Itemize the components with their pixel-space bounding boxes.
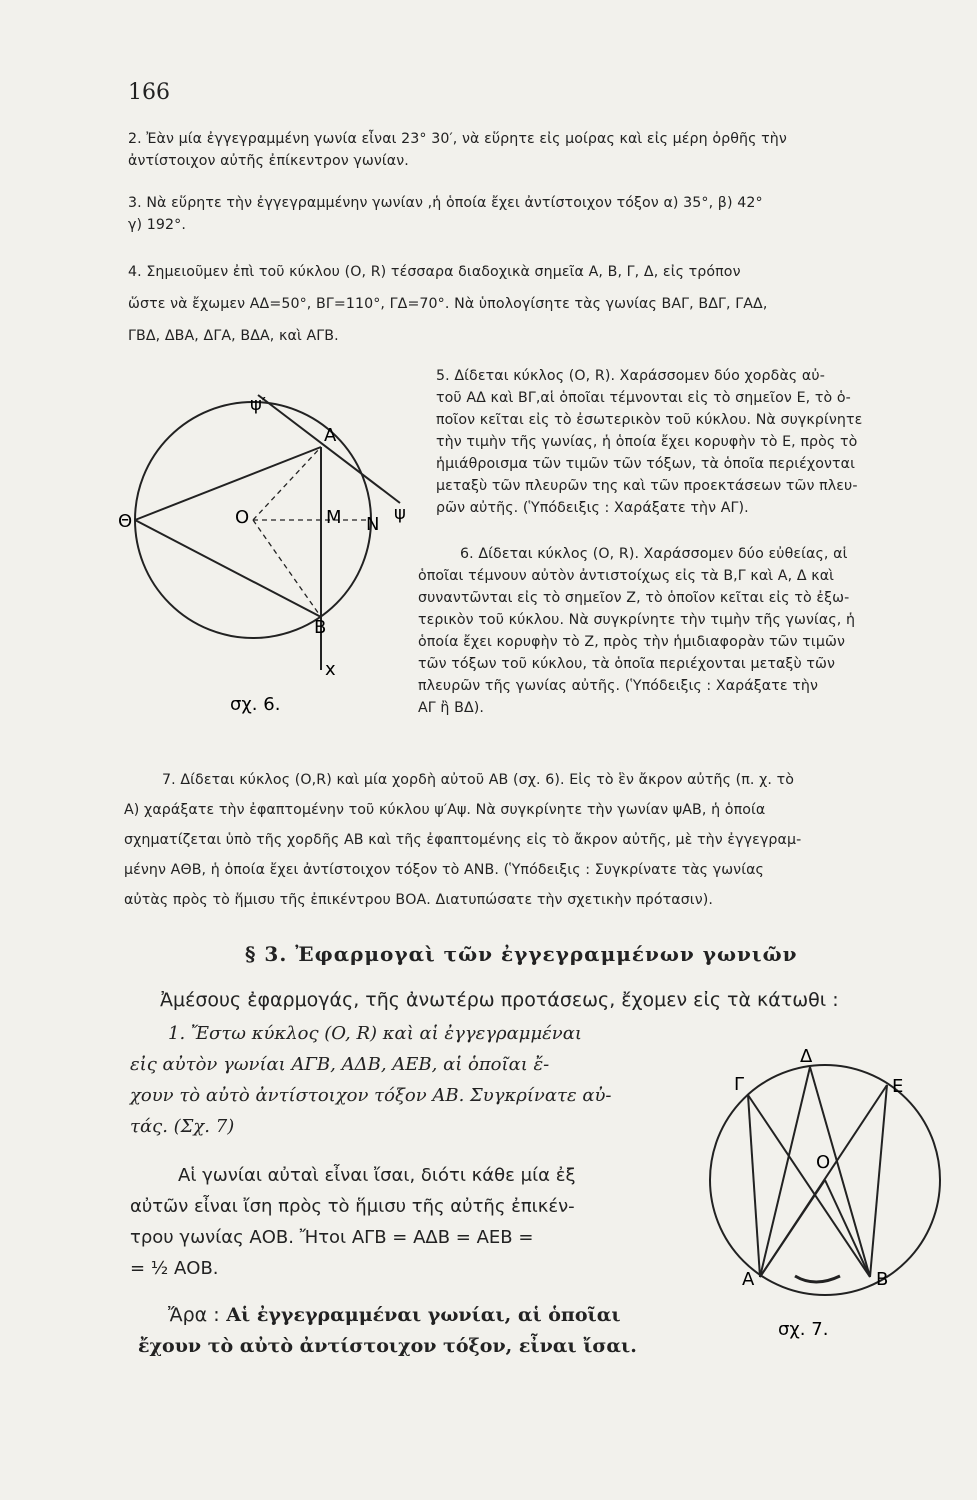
chord-theta-a (135, 447, 321, 520)
label-b: Β (876, 1269, 889, 1290)
line-oa (760, 1180, 825, 1277)
application-1 (130, 1018, 700, 1142)
exercise-4 (128, 256, 958, 352)
text-line: γ) 192°. (128, 217, 186, 233)
text-line: σχηματίζεται ὑπὸ τῆς χορδῆς ΑΒ καὶ τῆς ἐφαπτομένης εἰς τὸ ἄκρον αὐτῆς, μὲ τὴν ἐγγεγραμ- (124, 832, 802, 848)
line-ga (748, 1095, 760, 1277)
text-line: 7. Δίδεται κύκλος (O,R) καὶ μία χορδὴ αὐτοῦ ΑΒ (σχ. 6). Εἰς τὸ ἓν ἄκρον αὐτῆς (π. χ. τὸ (162, 772, 795, 788)
text-line: ἀντίστοιχον αὐτῆς ἐπίκεντρον γωνίαν. (128, 153, 409, 169)
label-o: O (235, 507, 250, 528)
radius-ob (253, 520, 321, 617)
page-number: 166 (128, 80, 170, 105)
explanation (130, 1160, 690, 1284)
label-y-prime: ψ′ (250, 394, 266, 415)
text-line: ὁποία ἔχει κορυφὴν τὸ Ζ, πρὸς τὴν ἡμιδιαφορὰν τῶν τιμῶν (418, 634, 845, 650)
line-eb (870, 1085, 887, 1277)
label-theta: Θ (118, 511, 133, 532)
conclusion (138, 1300, 698, 1362)
exercise-2 (128, 128, 958, 172)
text-line: 6. Δίδεται κύκλος (O, R). Χαράσσομεν δύο εὐθείας, αἱ (460, 546, 848, 562)
text-line: αὐτὰς πρὸς τὸ ἥμισυ τῆς ἐπικέντρου ΒΟΑ. Διατυπώσατε τὴν σχετικὴν πρότασιν). (124, 892, 713, 908)
label-x: x (325, 659, 336, 680)
line-ob (825, 1180, 870, 1277)
text-line: μεταξὺ τῶν πλευρῶν της καὶ τῶν προεκτάσεων τῶν πλευ- (436, 478, 858, 494)
label-gamma: Γ (734, 1074, 745, 1095)
label-y: ψ (394, 503, 406, 524)
figure-7-caption: σχ. 7. (778, 1319, 829, 1340)
text-line: Α) χαράξατε τὴν ἐφαπτομένην τοῦ κύκλου ψ′Αψ. Νὰ συγκρίνητε τὴν γωνίαν ψΑΒ, ἡ ὁποία (124, 802, 766, 818)
exercise-3 (128, 192, 958, 236)
intro-line (160, 985, 839, 1016)
text-line: 4. Σημειοῦμεν ἐπὶ τοῦ κύκλου (O, R) τέσσαρα διαδοχικὰ σημεῖα Α, Β, Γ, Δ, εἰς τρόπον (128, 264, 741, 280)
text-line: ΓΒΔ, ΔΒΑ, ΔΓΑ, ΒΔΑ, καὶ ΑΓΒ. (128, 328, 339, 344)
text-line: 2. Ἐὰν μία ἐγγεγραμμένη γωνία εἶναι 23° 30′, νὰ εὕρητε εἰς μοίρας καὶ εἰς μέρη ὀρθῆς τὴν (128, 131, 787, 147)
text-line: ὁποῖαι τέμνουν αὐτὸν ἀντιστοίχως εἰς τὰ Β,Γ καὶ Α, Δ καὶ (418, 568, 835, 584)
label-b: Β (314, 617, 327, 638)
text-line: Ἀμέσους ἐφαρμογάς, τῆς ἀνωτέρω προτάσεως, ἔχομεν εἰς τὰ κάτωθι : (160, 989, 839, 1011)
text-line: αὐτῶν εἶναι ἴση πρὸς τὸ ἥμισυ τῆς αὐτῆς ἐπικέν- (130, 1196, 575, 1217)
label-delta: Δ (800, 1046, 813, 1067)
text-line: τῶν τόξων τοῦ κύκλου, τὰ ὁποῖα περιέχονται μεταξὺ τῶν (418, 656, 836, 672)
section-heading: § 3. Ἐφαρμογαὶ τῶν ἐγγεγραμμένων γωνιῶν (245, 942, 798, 966)
conclusion-line: ἔχουν τὸ αὐτὸ ἀντίστοιχον τόξον, εἶναι ἴσαι. (138, 1335, 637, 1357)
label-m: M (326, 507, 342, 528)
text-line: = ½ ΑΟΒ. (130, 1258, 219, 1279)
text-line: 5. Δίδεται κύκλος (O, R). Χαράσσομεν δύο χορδὰς αὐ- (436, 368, 825, 384)
line-da (760, 1067, 810, 1277)
exercise-7 (124, 765, 959, 915)
text-line: τάς. (Σχ. 7) (130, 1116, 235, 1137)
figure-7 (700, 1040, 960, 1360)
text-line: χουν τὸ αὐτὸ ἀντίστοιχον τόξον ΑΒ. Συγκρίνατε αὐ- (130, 1085, 612, 1106)
text-line: Αἱ γωνίαι αὐταὶ εἶναι ἴσαι, διότι κάθε μία ἐξ (178, 1165, 576, 1186)
text-line: τερικὸν τοῦ κύκλου. Νὰ συγκρίνητε τὴν τιμὴν τῆς γωνίας, ἡ (418, 612, 856, 628)
tangent-line (258, 395, 400, 503)
text-line: ρῶν αὐτῆς. (Ὑπόδειξις : Χαράξατε τὴν ΑΓ). (436, 500, 749, 516)
chord-theta-b (135, 520, 321, 617)
exercise-6 (418, 543, 958, 719)
exercise-5 (436, 365, 956, 519)
label-a: Α (324, 425, 337, 446)
figure-6 (118, 385, 418, 715)
conclusion-prefix: Ἄρα : (168, 1304, 220, 1326)
text-line: 1. Ἔστω κύκλος (O, R) καὶ αἱ ἐγγεγραμμέναι (168, 1023, 582, 1044)
text-line: τρου γωνίας ΑΟΒ. Ἤτοι ΑΓΒ = ΑΔΒ = ΑΕΒ = (130, 1227, 534, 1248)
text-line: 3. Νὰ εὕρητε τὴν ἐγγεγραμμένην γωνίαν ,ἡ ὁποία ἔχει ἀντίστοιχον τόξον α) 35°, β) 42° (128, 195, 763, 211)
label-o: O (816, 1152, 831, 1173)
text-line: ἡμιάθροισμα τῶν τιμῶν τῶν τόξων, τὰ ὁποῖα περιέχονται (436, 456, 856, 472)
label-epsilon: Ε (892, 1076, 904, 1097)
label-a: Α (742, 1269, 755, 1290)
text-line: τὴν τιμὴν τῆς γωνίας, ἡ ὁποία ἔχει κορυφὴν τὸ Ε, πρὸς τὸ (436, 434, 858, 450)
arc-ab (795, 1276, 840, 1282)
text-line: μένην ΑΘΒ, ἡ ὁποία ἔχει ἀντίστοιχον τόξον τὸ ΑΝΒ. (Ὑπόδειξις : Συγκρίνατε τὰς γωνίας (124, 862, 764, 878)
text-line: συναντῶνται εἰς τὸ σημεῖον Ζ, τὸ ὁποῖον κεῖται εἰς τὸ ἐξω- (418, 590, 850, 606)
text-line: τοῦ ΑΔ καὶ ΒΓ,αἱ ὁποῖαι τέμνονται εἰς τὸ σημεῖον Ε, τὸ ὁ- (436, 390, 851, 406)
conclusion-line: Αἱ ἐγγεγραμμέναι γωνίαι, αἱ ὁποῖαι (226, 1304, 621, 1326)
text-line: πλευρῶν τῆς γωνίας αὐτῆς. (Ὑπόδειξις : Χαράξατε τὴν (418, 678, 818, 694)
text-line: εἰς αὐτὸν γωνίαι ΑΓΒ, ΑΔΒ, ΑΕΒ, αἱ ὁποῖαι ἔ- (130, 1054, 550, 1075)
text-line: ποῖον κεῖται εἰς τὸ ἐσωτερικὸν τοῦ κύκλου. Νὰ συγκρίνητε (436, 412, 863, 428)
radius-oa (253, 447, 321, 520)
text-line: ΑΓ ἢ ΒΔ). (418, 700, 485, 716)
label-n: Ν (366, 514, 380, 535)
text-line: ὥστε νὰ ἔχωμεν ΑΔ=50°, ΒΓ=110°, ΓΔ=70°. Νὰ ὑπολογίσητε τὰς γωνίας ΒΑΓ, ΒΔΓ, ΓΑΔ, (128, 296, 768, 312)
figure-6-caption: σχ. 6. (230, 694, 281, 715)
